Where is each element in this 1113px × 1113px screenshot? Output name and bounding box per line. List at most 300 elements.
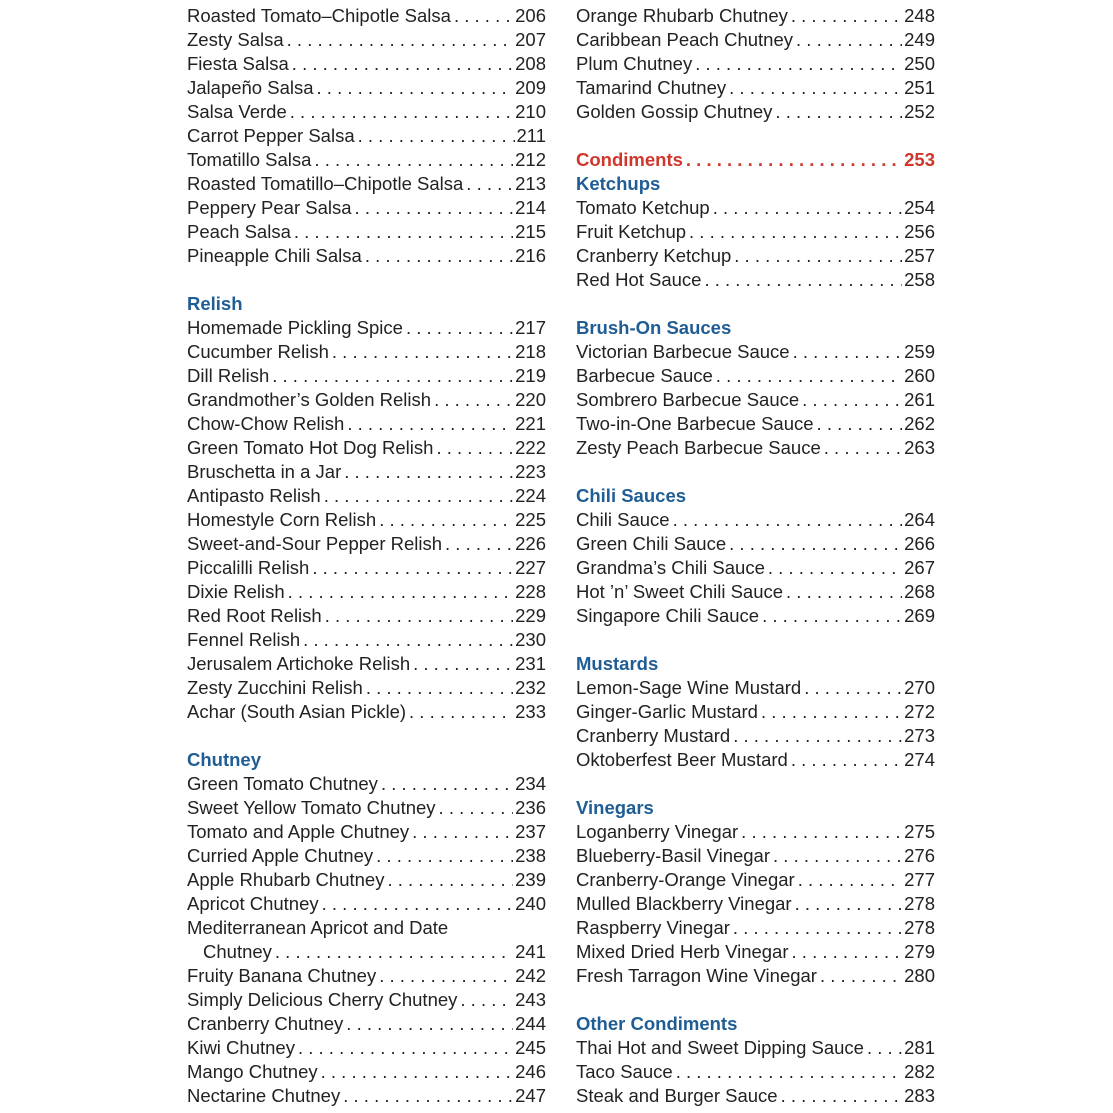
dot-leader <box>288 580 513 604</box>
toc-entry-title: Dill Relish <box>187 365 270 386</box>
toc-entry[interactable] <box>576 28 935 52</box>
toc-entry-title: Salsa Verde <box>187 101 287 122</box>
toc-entry[interactable] <box>187 652 546 676</box>
toc-entry[interactable] <box>576 364 935 388</box>
toc-entry[interactable] <box>576 892 935 916</box>
dot-leader <box>466 172 513 196</box>
toc-entry-page-number: 243 <box>515 989 546 1010</box>
toc-entry[interactable] <box>576 1084 935 1108</box>
toc-column-right <box>576 4 935 1108</box>
toc-entry-title: Chutney <box>203 941 272 962</box>
dot-leader <box>820 964 902 988</box>
toc-entry-page-number: 234 <box>515 773 546 794</box>
section-heading: Other Condiments <box>576 1013 738 1034</box>
toc-entry-title: Chow-Chow Relish <box>187 413 345 434</box>
toc-entry[interactable] <box>576 844 935 868</box>
toc-entry-title: Singapore Chili Sauce <box>576 605 760 626</box>
section-gap <box>187 268 546 292</box>
toc-entry-title: Blueberry-Basil Vinegar <box>576 845 771 866</box>
toc-entry-page-number: 274 <box>904 749 935 770</box>
toc-entry-title: Thai Hot and Sweet Dipping Sauce <box>576 1037 864 1058</box>
toc-entry-title: Raspberry Vinegar <box>576 917 730 938</box>
toc-entry-page-number: 221 <box>515 413 546 434</box>
toc-entry-title: Tomatillo Salsa <box>187 149 312 170</box>
dot-leader <box>346 1012 513 1036</box>
toc-entry[interactable] <box>187 76 546 100</box>
dot-leader <box>676 1060 902 1084</box>
toc-entry-title: Zesty Zucchini Relish <box>187 677 363 698</box>
dot-leader <box>792 940 903 964</box>
toc-entry[interactable] <box>187 220 546 244</box>
toc-entry-title: Zesty Salsa <box>187 29 284 50</box>
toc-entry[interactable] <box>187 340 546 364</box>
toc-entry-page-number: 211 <box>516 125 546 146</box>
dot-leader <box>762 604 902 628</box>
toc-entry-page-number: 247 <box>515 1085 546 1106</box>
toc-entry[interactable] <box>187 196 546 220</box>
toc-entry[interactable] <box>187 556 546 580</box>
toc-entry-page-number: 219 <box>515 365 546 386</box>
toc-entry[interactable] <box>576 436 935 460</box>
toc-entry-title: Tomato Ketchup <box>576 197 710 218</box>
dot-leader <box>793 340 903 364</box>
dot-leader <box>376 844 513 868</box>
toc-entry-page-number: 253 <box>904 149 935 170</box>
toc-entry-page-number: 222 <box>515 437 546 458</box>
toc-entry-page-number: 230 <box>515 629 546 650</box>
dot-leader <box>294 220 513 244</box>
toc-entry-page-number: 254 <box>904 197 935 218</box>
toc-entry-title: Tomato and Apple Chutney <box>187 821 410 842</box>
toc-entry-title: Dixie Relish <box>187 581 285 602</box>
toc-entry-page-number: 217 <box>515 317 546 338</box>
toc-entry[interactable] <box>576 1060 935 1084</box>
toc-entry-title: Sombrero Barbecue Sauce <box>576 389 800 410</box>
dot-leader <box>434 388 513 412</box>
section-gap <box>187 724 546 748</box>
dot-leader <box>673 508 903 532</box>
toc-entry-title: Sweet Yellow Tomato Chutney <box>187 797 436 818</box>
toc-entry-title: Roasted Tomatillo–Chipotle Salsa <box>187 173 464 194</box>
toc-entry[interactable] <box>576 556 935 580</box>
toc-entry[interactable] <box>187 436 546 460</box>
dot-leader <box>781 1084 903 1108</box>
toc-entry-title: Barbecue Sauce <box>576 365 713 386</box>
toc-entry-title: Orange Rhubarb Chutney <box>576 5 788 26</box>
dot-leader <box>355 196 514 220</box>
toc-entry-title: Steak and Burger Sauce <box>576 1085 778 1106</box>
toc-entry[interactable] <box>187 412 546 436</box>
toc-entry[interactable] <box>576 388 935 412</box>
toc-entry-page-number: 239 <box>515 869 546 890</box>
dot-leader <box>689 220 902 244</box>
toc-entry[interactable] <box>576 76 935 100</box>
toc-entry-title: Loganberry Vinegar <box>576 821 739 842</box>
toc-entry-title: Fruity Banana Chutney <box>187 965 377 986</box>
toc-entry-page-number: 249 <box>904 29 935 50</box>
toc-entry-page-number: 224 <box>515 485 546 506</box>
toc-entry[interactable] <box>576 52 935 76</box>
toc-entry-page-number: 252 <box>904 101 935 122</box>
toc-entry-page-number: 209 <box>515 77 546 98</box>
part-title-entry[interactable] <box>576 148 935 172</box>
toc-entry-title: Mixed Dried Herb Vinegar <box>576 941 789 962</box>
dot-leader <box>406 316 513 340</box>
toc-entry-title: Achar (South Asian Pickle) <box>187 701 407 722</box>
toc-entry[interactable] <box>187 1084 546 1108</box>
toc-entry[interactable] <box>187 892 546 916</box>
toc-entry-page-number: 223 <box>515 461 546 482</box>
dot-leader <box>290 100 513 124</box>
toc-entry-page-number: 233 <box>515 701 546 722</box>
dot-leader <box>343 1084 513 1108</box>
toc-entry-title: Grandma’s Chili Sauce <box>576 557 765 578</box>
toc-entry-title: Fennel Relish <box>187 629 301 650</box>
section-gap <box>576 628 935 652</box>
toc-entry-page-number: 228 <box>515 581 546 602</box>
toc-entry-page-number: 225 <box>515 509 546 530</box>
toc-entry-page-number: 207 <box>515 29 546 50</box>
toc-entry[interactable] <box>187 124 546 148</box>
toc-entry[interactable] <box>576 220 935 244</box>
dot-leader <box>445 532 513 556</box>
toc-entry-page-number: 264 <box>904 509 935 530</box>
toc-entry[interactable] <box>576 868 935 892</box>
toc-entry-title: Homemade Pickling Spice <box>187 317 403 338</box>
toc-entry[interactable] <box>576 964 935 988</box>
dot-leader <box>704 268 902 292</box>
toc-entry[interactable] <box>576 508 935 532</box>
toc-entry-page-number: 260 <box>904 365 935 386</box>
toc-entry-page-number: 229 <box>515 605 546 626</box>
toc-entry[interactable] <box>187 628 546 652</box>
toc-entry-page-number: 216 <box>515 245 546 266</box>
toc-entry-title: Nectarine Chutney <box>187 1085 341 1106</box>
toc-entry[interactable] <box>187 964 546 988</box>
toc-entry-title: Plum Chutney <box>576 53 693 74</box>
toc-entry[interactable] <box>187 844 546 868</box>
toc-entry-title: Piccalilli Relish <box>187 557 310 578</box>
toc-entry-title: Mango Chutney <box>187 1061 318 1082</box>
toc-entry-title: Fruit Ketchup <box>576 221 687 242</box>
toc-entry-page-number: 214 <box>515 197 546 218</box>
toc-entry-title: Cranberry Mustard <box>576 725 731 746</box>
toc-entry-page-number: 241 <box>515 941 546 962</box>
toc-entry[interactable] <box>576 100 935 124</box>
toc-entry[interactable] <box>187 388 546 412</box>
dot-leader <box>733 916 902 940</box>
dot-leader <box>791 4 902 28</box>
dot-leader <box>358 124 515 148</box>
toc-entry[interactable] <box>187 1012 546 1036</box>
toc-entry-page-number: 248 <box>904 5 935 26</box>
toc-entry-page-number: 276 <box>904 845 935 866</box>
dot-leader <box>272 364 513 388</box>
toc-entry[interactable] <box>576 4 935 28</box>
toc-entry-page-number: 212 <box>515 149 546 170</box>
toc-entry[interactable] <box>576 580 935 604</box>
dot-leader <box>798 868 902 892</box>
section-heading: Ketchups <box>576 173 661 194</box>
dot-leader <box>802 388 902 412</box>
toc-entry[interactable] <box>576 412 935 436</box>
toc-entry-title: Green Tomato Chutney <box>187 773 378 794</box>
toc-entry-page-number: 278 <box>904 893 935 914</box>
toc-entry[interactable] <box>187 316 546 340</box>
dot-leader <box>867 1036 902 1060</box>
dot-leader <box>695 52 902 76</box>
toc-entry-page-number: 215 <box>515 221 546 242</box>
toc-entry-page-number: 270 <box>904 677 935 698</box>
dot-leader <box>713 196 902 220</box>
toc-entry[interactable] <box>576 676 935 700</box>
toc-entry[interactable] <box>576 820 935 844</box>
dot-leader <box>322 892 514 916</box>
toc-entry[interactable] <box>187 28 546 52</box>
toc-entry-page-number: 282 <box>904 1061 935 1082</box>
toc-entry[interactable] <box>187 988 546 1012</box>
toc-entry[interactable] <box>187 940 546 964</box>
toc-entry[interactable] <box>576 748 935 772</box>
toc-entry-page-number: 279 <box>904 941 935 962</box>
toc-entry-title: Cranberry-Orange Vinegar <box>576 869 795 890</box>
toc-entry[interactable] <box>187 604 546 628</box>
dot-leader <box>729 532 902 556</box>
toc-entry-title: Taco Sauce <box>576 1061 673 1082</box>
toc-entry[interactable] <box>187 244 546 268</box>
toc-entry[interactable] <box>187 868 546 892</box>
toc-entry[interactable] <box>576 532 935 556</box>
toc-entry[interactable] <box>187 100 546 124</box>
section-gap <box>576 460 935 484</box>
toc-entry[interactable] <box>187 580 546 604</box>
toc-entry-title: Pineapple Chili Salsa <box>187 245 362 266</box>
dot-leader <box>824 436 902 460</box>
toc-entry-title: Peppery Pear Salsa <box>187 197 352 218</box>
toc-entry-title: Red Root Relish <box>187 605 322 626</box>
toc-entry[interactable] <box>187 772 546 796</box>
dot-leader <box>379 508 513 532</box>
toc-entry-title: Mulled Blackberry Vinegar <box>576 893 792 914</box>
toc-entry-page-number: 246 <box>515 1061 546 1082</box>
toc-entry-title: Green Tomato Hot Dog Relish <box>187 437 434 458</box>
toc-entry-title: Lemon-Sage Wine Mustard <box>576 677 802 698</box>
dot-leader <box>366 676 513 700</box>
toc-entry[interactable] <box>187 460 546 484</box>
toc-entry-page-number: 220 <box>515 389 546 410</box>
dot-leader <box>303 628 513 652</box>
dot-leader <box>439 796 514 820</box>
toc-entry[interactable] <box>576 604 935 628</box>
toc-entry-title: Simply Delicious Cherry Chutney <box>187 989 458 1010</box>
toc-entry-title: Cranberry Chutney <box>187 1013 344 1034</box>
toc-entry[interactable] <box>187 676 546 700</box>
dot-leader <box>409 700 513 724</box>
toc-entry[interactable] <box>576 700 935 724</box>
toc-entry[interactable] <box>187 700 546 724</box>
dot-leader <box>344 460 513 484</box>
dot-leader <box>287 28 513 52</box>
toc-entry-title: Sweet-and-Sour Pepper Relish <box>187 533 443 554</box>
toc-entry-page-number: 273 <box>904 725 935 746</box>
toc-entry[interactable] <box>187 820 546 844</box>
toc-entry-page-number: 256 <box>904 221 935 242</box>
toc-entry-title: Jerusalem Artichoke Relish <box>187 653 411 674</box>
toc-entry[interactable] <box>576 1036 935 1060</box>
dot-leader <box>761 700 902 724</box>
section-gap <box>576 124 935 148</box>
toc-entry-page-number: 237 <box>515 821 546 842</box>
toc-entry-page-number: 281 <box>904 1037 935 1058</box>
dot-leader <box>791 748 902 772</box>
dot-leader <box>275 940 513 964</box>
toc-entry-page-number: 218 <box>515 341 546 362</box>
dot-leader <box>786 580 902 604</box>
dot-leader <box>413 652 513 676</box>
dot-leader <box>387 868 513 892</box>
toc-entry-page-number: 226 <box>515 533 546 554</box>
toc-column-left <box>187 4 546 1108</box>
dot-leader <box>804 676 902 700</box>
toc-entry-page-number: 206 <box>515 5 546 26</box>
toc-entry-title: Jalapeño Salsa <box>187 77 314 98</box>
dot-leader <box>317 76 514 100</box>
section-heading: Brush-On Sauces <box>576 317 732 338</box>
dot-leader <box>796 28 902 52</box>
toc-entry[interactable] <box>187 4 546 28</box>
toc-entry[interactable] <box>187 172 546 196</box>
toc-entry-page-number: 236 <box>515 797 546 818</box>
section-heading: Relish <box>187 293 243 314</box>
dot-leader <box>686 148 902 172</box>
toc-entry-page-number: 272 <box>904 701 935 722</box>
toc-entry-title: Condiments <box>576 149 683 170</box>
toc-entry-page-number: 210 <box>515 101 546 122</box>
toc-entry-title: Oktoberfest Beer Mustard <box>576 749 788 770</box>
dot-leader <box>379 964 513 988</box>
section-heading: Vinegars <box>576 797 654 818</box>
toc-entry[interactable] <box>187 52 546 76</box>
toc-entry-page-number: 231 <box>515 653 546 674</box>
toc-entry-title: Green Chili Sauce <box>576 533 727 554</box>
toc-entry-page-number: 258 <box>904 269 935 290</box>
toc-entry-title: Cranberry Ketchup <box>576 245 732 266</box>
toc-entry-page-number: 278 <box>904 917 935 938</box>
section-gap <box>576 988 935 1012</box>
toc-entry-page-number: 269 <box>904 605 935 626</box>
toc-entry-page-number: 275 <box>904 821 935 842</box>
toc-entry[interactable] <box>576 916 935 940</box>
toc-entry-title: Red Hot Sauce <box>576 269 702 290</box>
toc-entry-title: Ginger-Garlic Mustard <box>576 701 758 722</box>
toc-entry[interactable] <box>187 532 546 556</box>
dot-leader <box>716 364 902 388</box>
dot-leader <box>741 820 902 844</box>
dot-leader <box>324 484 513 508</box>
toc-entry-page-number: 208 <box>515 53 546 74</box>
dot-leader <box>768 556 902 580</box>
toc-entry-page-number: 238 <box>515 845 546 866</box>
toc-entry-title: Fiesta Salsa <box>187 53 289 74</box>
toc-entry[interactable] <box>187 364 546 388</box>
toc-entry-page-number: 262 <box>904 413 935 434</box>
section-heading: Chutney <box>187 749 261 770</box>
toc-entry[interactable] <box>187 484 546 508</box>
dot-leader <box>325 604 513 628</box>
toc-entry[interactable] <box>576 724 935 748</box>
toc-entry-title: Carrot Pepper Salsa <box>187 125 355 146</box>
toc-entry-title: Bruschetta in a Jar <box>187 461 342 482</box>
toc-entry-title: Golden Gossip Chutney <box>576 101 773 122</box>
toc-entry-page-number: 257 <box>904 245 935 266</box>
toc-entry-page-number: 245 <box>515 1037 546 1058</box>
toc-entry[interactable] <box>576 940 935 964</box>
dot-leader <box>795 892 903 916</box>
dot-leader <box>460 988 513 1012</box>
toc-entry-title: Kiwi Chutney <box>187 1037 295 1058</box>
toc-entry[interactable] <box>576 196 935 220</box>
dot-leader <box>365 244 513 268</box>
toc-entry-title: Hot ’n’ Sweet Chili Sauce <box>576 581 784 602</box>
toc-entry-page-number: 250 <box>904 53 935 74</box>
dot-leader <box>436 436 513 460</box>
toc-entry[interactable] <box>187 796 546 820</box>
section-heading: Chili Sauces <box>576 485 687 506</box>
section-heading: Mustards <box>576 653 659 674</box>
toc-entry-page-number: 283 <box>904 1085 935 1106</box>
toc-entry[interactable] <box>187 1036 546 1060</box>
toc-entry-title-line: Mediterranean Apricot and Date <box>187 917 449 938</box>
toc-entry-title: Cucumber Relish <box>187 341 329 362</box>
toc-entry-page-number: 263 <box>904 437 935 458</box>
toc-entry-title: Two-in-One Barbecue Sauce <box>576 413 814 434</box>
dot-leader <box>292 52 513 76</box>
section-gap <box>576 772 935 796</box>
section-gap <box>576 292 935 316</box>
toc-entry[interactable] <box>576 340 935 364</box>
toc-entry-title: Roasted Tomato–Chipotle Salsa <box>187 5 451 26</box>
toc-entry[interactable] <box>576 268 935 292</box>
toc-entry-title: Antipasto Relish <box>187 485 321 506</box>
dot-leader <box>729 76 902 100</box>
dot-leader <box>454 4 513 28</box>
toc-entry-page-number: 240 <box>515 893 546 914</box>
toc-entry-page-number: 268 <box>904 581 935 602</box>
toc-entry-title: Tamarind Chutney <box>576 77 727 98</box>
toc-entry[interactable] <box>187 508 546 532</box>
toc-entry-title: Apricot Chutney <box>187 893 319 914</box>
toc-entry-title: Grandmother’s Golden Relish <box>187 389 432 410</box>
toc-entry-page-number: 213 <box>515 173 546 194</box>
toc-entry-page-number: 261 <box>904 389 935 410</box>
dot-leader <box>314 148 513 172</box>
toc-entry-title: Zesty Peach Barbecue Sauce <box>576 437 821 458</box>
toc-entry[interactable] <box>187 1060 546 1084</box>
toc-entry-page-number: 266 <box>904 533 935 554</box>
toc-entry-title: Fresh Tarragon Wine Vinegar <box>576 965 817 986</box>
toc-entry-page-number: 232 <box>515 677 546 698</box>
dot-leader <box>381 772 513 796</box>
dot-leader <box>347 412 513 436</box>
toc-entry[interactable] <box>187 148 546 172</box>
dot-leader <box>332 340 513 364</box>
toc-entry-page-number: 277 <box>904 869 935 890</box>
dot-leader <box>775 100 902 124</box>
dot-leader <box>312 556 513 580</box>
toc-entry-title: Peach Salsa <box>187 221 291 242</box>
toc-entry-title: Homestyle Corn Relish <box>187 509 377 530</box>
toc-entry[interactable] <box>576 244 935 268</box>
